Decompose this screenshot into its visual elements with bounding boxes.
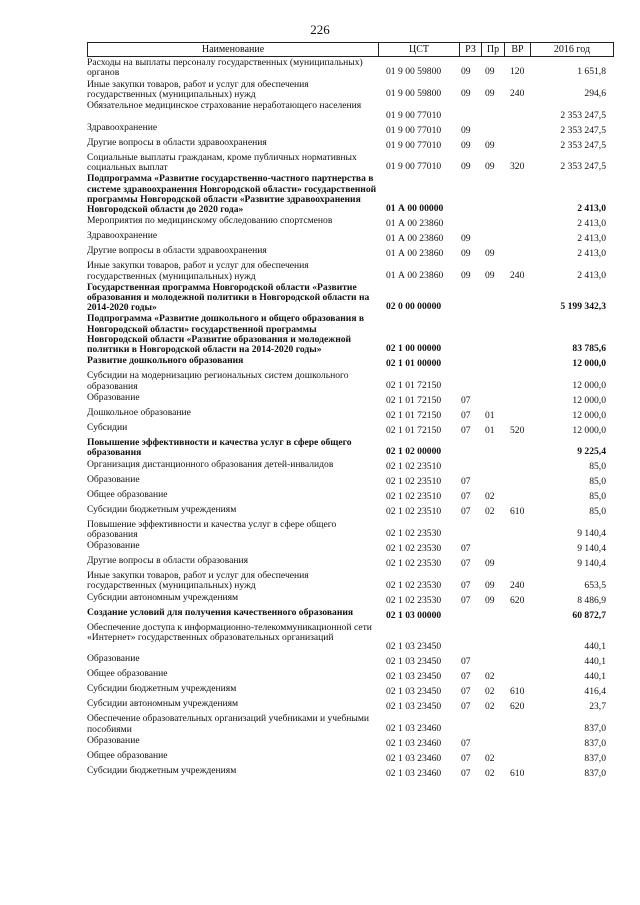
row-name: Образование (87, 392, 140, 404)
table-row (87, 137, 614, 152)
row-amount: 653,5 (584, 579, 606, 591)
row-cst: 02 1 01 00000 (386, 358, 442, 370)
row-cst: 02 0 00 00000 (386, 301, 442, 313)
row-name: Образование (87, 653, 140, 665)
table-body (87, 57, 614, 780)
table-row (87, 230, 614, 245)
row-amount: 2 413,0 (577, 203, 606, 215)
row-name: Субсидии бюджетным учреждениям (87, 764, 237, 776)
row-cst: 02 1 02 00000 (386, 446, 442, 458)
row-amount: 23,7 (589, 701, 606, 713)
row-name: Обеспечение доступа к информационно-телекоммуникационной сети «Интернет» государственных образовательных организаций (87, 621, 372, 644)
table-row (87, 57, 614, 79)
row-rz: 07 (461, 656, 471, 668)
row-amount: 85,0 (589, 476, 606, 488)
row-amount: 440,1 (584, 641, 606, 653)
header-vr: ВР (511, 44, 524, 55)
row-cst: 01 А 00 23860 (386, 269, 444, 281)
row-vr: 620 (510, 594, 525, 606)
row-amount: 9 140,4 (577, 528, 606, 540)
row-rz: 07 (461, 424, 471, 436)
row-cst: 02 1 03 00000 (386, 609, 442, 621)
row-name: Дошкольное образование (87, 407, 191, 419)
row-amount: 2 353 247,5 (560, 139, 606, 151)
row-pr: 02 (485, 752, 495, 764)
table-row (87, 260, 614, 282)
row-amount: 12 000,0 (572, 379, 606, 391)
row-vr: 240 (510, 87, 525, 99)
row-amount: 12 000,0 (572, 409, 606, 421)
row-name: Субсидии бюджетным учреждениям (87, 503, 237, 515)
row-cst: 02 1 01 72150 (386, 394, 442, 406)
table-row (87, 735, 614, 750)
row-pr: 09 (485, 594, 495, 606)
row-name: Подпрограмма «Развитие государственно-частного партнерства в системе здравоохранения Новгородской области» государственной программы Новгородской области «Развитие здравоохранения Новгородской области до 2020 года» (87, 173, 377, 215)
row-vr: 520 (510, 424, 525, 436)
table-row (87, 622, 614, 654)
row-name: Образование (87, 734, 140, 746)
row-name: Иные закупки товаров, работ и услуг для обеспечения государственных (муниципальных) нужд (87, 78, 309, 100)
row-rz: 09 (461, 124, 471, 136)
row-amount: 9 225,4 (577, 446, 606, 458)
table-row (87, 282, 614, 314)
row-rz: 07 (461, 767, 471, 779)
row-name: Создание условий для получения качественного образования (87, 606, 354, 618)
row-amount: 85,0 (589, 461, 606, 473)
row-vr: 320 (510, 161, 525, 173)
row-rz: 07 (461, 394, 471, 406)
row-name: Другие вопросы в области здравоохранения (87, 245, 267, 257)
table-row (87, 392, 614, 407)
row-vr: 240 (510, 269, 525, 281)
row-amount: 12 000,0 (572, 424, 606, 436)
table-row (87, 407, 614, 422)
row-name: Субсидии бюджетным учреждениям (87, 683, 237, 695)
row-name: Субсидии на модернизацию региональных систем дошкольного образования (87, 370, 349, 392)
row-amount: 83 785,6 (572, 343, 606, 355)
row-name: Мероприятия по медицинскому обследованию спортсменов (87, 215, 333, 227)
row-pr: 02 (485, 686, 495, 698)
row-name: Общее образование (87, 749, 168, 761)
table-row (87, 668, 614, 683)
page-number: 226 (310, 22, 330, 37)
row-amount: 2 353 247,5 (560, 109, 606, 121)
row-name: Субсидии автономным учреждениям (87, 591, 239, 603)
row-pr: 09 (485, 66, 495, 78)
row-amount: 2 413,0 (577, 269, 606, 281)
row-rz: 07 (461, 686, 471, 698)
row-pr: 01 (485, 409, 495, 421)
row-name: Образование (87, 473, 140, 485)
table-row (87, 540, 614, 555)
row-cst: 02 1 00 00000 (386, 343, 442, 355)
row-cst: 01 9 00 77010 (386, 139, 442, 151)
table-row (87, 653, 614, 668)
row-amount: 1 651,8 (577, 66, 606, 78)
table-row (87, 474, 614, 489)
row-amount: 416,4 (584, 686, 606, 698)
row-rz: 09 (461, 233, 471, 245)
row-cst: 02 1 02 23510 (386, 476, 442, 488)
row-name: Другие вопросы в области образования (87, 555, 249, 567)
row-name: Образование (87, 540, 140, 552)
row-rz: 07 (461, 701, 471, 713)
row-cst: 01 9 00 77010 (386, 161, 442, 173)
row-name: Общее образование (87, 488, 168, 500)
row-amount: 2 413,0 (577, 218, 606, 230)
table-header (87, 42, 614, 57)
row-rz: 07 (461, 579, 471, 591)
row-cst: 02 1 02 23530 (386, 594, 442, 606)
row-cst: 02 1 02 23530 (386, 558, 442, 570)
row-rz: 07 (461, 752, 471, 764)
table-row (87, 215, 614, 230)
table-row (87, 437, 614, 459)
table-row (87, 152, 614, 174)
row-cst: 02 1 01 72150 (386, 409, 442, 421)
row-cst: 02 1 02 23530 (386, 579, 442, 591)
row-cst: 01 9 00 59800 (386, 66, 442, 78)
row-name: Обеспечение образовательных организаций учебниками и учебными пособиями (87, 713, 370, 735)
row-name: Другие вопросы в области здравоохранения (87, 136, 267, 148)
row-amount: 8 486,9 (577, 594, 606, 606)
row-name: Расходы на выплаты персоналу государственных (муниципальных) органов (87, 57, 363, 79)
row-pr: 09 (485, 248, 495, 260)
row-rz: 07 (461, 543, 471, 555)
row-amount: 837,0 (584, 737, 606, 749)
table-row (87, 504, 614, 519)
row-amount: 85,0 (589, 506, 606, 518)
row-pr: 09 (485, 269, 495, 281)
row-amount: 12 000,0 (572, 394, 606, 406)
row-cst: 01 А 00 23860 (386, 233, 444, 245)
row-cst: 02 1 03 23450 (386, 656, 442, 668)
row-name: Субсидии (87, 422, 128, 434)
row-pr: 02 (485, 671, 495, 683)
row-cst: 02 1 03 23450 (386, 686, 442, 698)
row-name: Повышение эффективности и качества услуг в сфере общего образования (87, 518, 337, 540)
row-rz: 07 (461, 671, 471, 683)
row-name: Иные закупки товаров, работ и услуг для обеспечения государственных (муниципальных) нужд (87, 260, 309, 282)
row-rz: 07 (461, 476, 471, 488)
table-row (87, 459, 614, 474)
row-cst: 02 1 03 23460 (386, 767, 442, 779)
row-pr: 09 (485, 579, 495, 591)
row-name: Здравоохранение (87, 230, 158, 242)
row-name: Повышение эффективности и качества услуг в сфере общего образования (87, 437, 352, 459)
row-cst: 02 1 02 23530 (386, 543, 442, 555)
row-rz: 07 (461, 737, 471, 749)
table-row (87, 245, 614, 260)
row-rz: 07 (461, 491, 471, 503)
row-vr: 620 (510, 701, 525, 713)
row-name: Субсидии автономным учреждениям (87, 698, 239, 710)
row-cst: 02 1 03 23450 (386, 641, 442, 653)
row-rz: 09 (461, 87, 471, 99)
header-rz: РЗ (465, 44, 476, 55)
row-cst: 01 А 00 23860 (386, 218, 444, 230)
table-row (87, 355, 614, 370)
row-cst: 02 1 03 23450 (386, 701, 442, 713)
table-row (87, 750, 614, 765)
row-pr: 02 (485, 701, 495, 713)
row-rz: 09 (461, 248, 471, 260)
row-rz: 07 (461, 594, 471, 606)
row-cst: 01 9 00 77010 (386, 124, 442, 136)
row-rz: 07 (461, 558, 471, 570)
row-amount: 837,0 (584, 767, 606, 779)
table-row (87, 713, 614, 735)
row-rz: 07 (461, 409, 471, 421)
row-amount: 440,1 (584, 671, 606, 683)
row-amount: 9 140,4 (577, 543, 606, 555)
row-amount: 9 140,4 (577, 558, 606, 570)
budget-table (87, 42, 614, 780)
row-pr: 09 (485, 558, 495, 570)
row-pr: 01 (485, 424, 495, 436)
row-rz: 07 (461, 506, 471, 518)
row-cst: 01 9 00 59800 (386, 87, 442, 99)
row-cst: 02 1 03 23450 (386, 671, 442, 683)
table-row (87, 489, 614, 504)
row-vr: 610 (510, 686, 525, 698)
row-rz: 09 (461, 139, 471, 151)
row-vr: 610 (510, 767, 525, 779)
table-row (87, 100, 614, 122)
table-row (87, 519, 614, 541)
row-cst: 02 1 02 23510 (386, 461, 442, 473)
row-amount: 2 353 247,5 (560, 161, 606, 173)
row-pr: 09 (485, 139, 495, 151)
row-cst: 01 9 00 77010 (386, 109, 442, 121)
row-rz: 09 (461, 161, 471, 173)
row-amount: 60 872,7 (572, 609, 606, 621)
row-name: Иные закупки товаров, работ и услуг для обеспечения государственных (муниципальных) нужд (87, 570, 309, 592)
row-amount: 85,0 (589, 491, 606, 503)
row-name: Общее образование (87, 668, 168, 680)
table-row (87, 79, 614, 101)
row-pr: 02 (485, 767, 495, 779)
row-cst: 02 1 03 23460 (386, 737, 442, 749)
row-pr: 09 (485, 161, 495, 173)
row-cst: 02 1 03 23460 (386, 752, 442, 764)
row-name: Государственная программа Новгородской области «Развитие образования и молодежной политики в Новгородской области на 2014-2020 годы» (87, 281, 370, 314)
row-name: Развитие дошкольного образования (87, 355, 244, 367)
row-pr: 09 (485, 87, 495, 99)
row-cst: 02 1 01 72150 (386, 379, 442, 391)
row-vr: 240 (510, 579, 525, 591)
row-name: Обязательное медицинское страхование неработающего населения (87, 100, 362, 112)
table-row (87, 765, 614, 780)
table-row (87, 422, 614, 437)
header-cst: ЦСТ (409, 44, 429, 55)
table-row (87, 607, 614, 622)
row-cst: 02 1 03 23460 (386, 722, 442, 734)
row-amount: 837,0 (584, 722, 606, 734)
header-name: Наименование (201, 44, 265, 55)
header-amount: 2016 год (553, 44, 591, 55)
table-row (87, 683, 614, 698)
row-vr: 610 (510, 506, 525, 518)
row-rz: 09 (461, 66, 471, 78)
header-pr: Пр (486, 44, 500, 55)
row-amount: 12 000,0 (572, 358, 606, 370)
row-pr: 02 (485, 491, 495, 503)
table-row (87, 370, 614, 392)
table-row (87, 122, 614, 137)
row-amount: 294,6 (584, 87, 606, 99)
table-row (87, 592, 614, 607)
row-amount: 440,1 (584, 656, 606, 668)
row-cst: 01 А 00 00000 (386, 203, 444, 215)
row-name: Социальные выплаты гражданам, кроме публичных нормативных социальных выплат (87, 151, 357, 173)
row-amount: 2 353 247,5 (560, 124, 606, 136)
row-name: Здравоохранение (87, 121, 158, 133)
row-vr: 120 (510, 66, 525, 78)
row-pr: 02 (485, 506, 495, 518)
row-cst: 02 1 02 23510 (386, 491, 442, 503)
row-name: Организация дистанционного образования детей-инвалидов (87, 458, 334, 470)
row-cst: 02 1 02 23510 (386, 506, 442, 518)
table-row (87, 173, 614, 215)
row-cst: 02 1 01 72150 (386, 424, 442, 436)
row-amount: 837,0 (584, 752, 606, 764)
row-cst: 02 1 02 23530 (386, 528, 442, 540)
row-rz: 09 (461, 269, 471, 281)
table-row (87, 570, 614, 592)
row-amount: 2 413,0 (577, 248, 606, 260)
table-row (87, 698, 614, 713)
row-name: Подпрограмма «Развитие дошкольного и общего образования в Новгородской области» государственной программы Новгородской области «Развитие образования и молодежной политики в Новгородской области на 2014-2020 годы» (87, 313, 365, 356)
table-row (87, 555, 614, 570)
row-cst: 01 А 00 23860 (386, 248, 444, 260)
row-amount: 2 413,0 (577, 233, 606, 245)
table-row (87, 313, 614, 355)
row-amount: 5 199 342,3 (560, 301, 606, 313)
